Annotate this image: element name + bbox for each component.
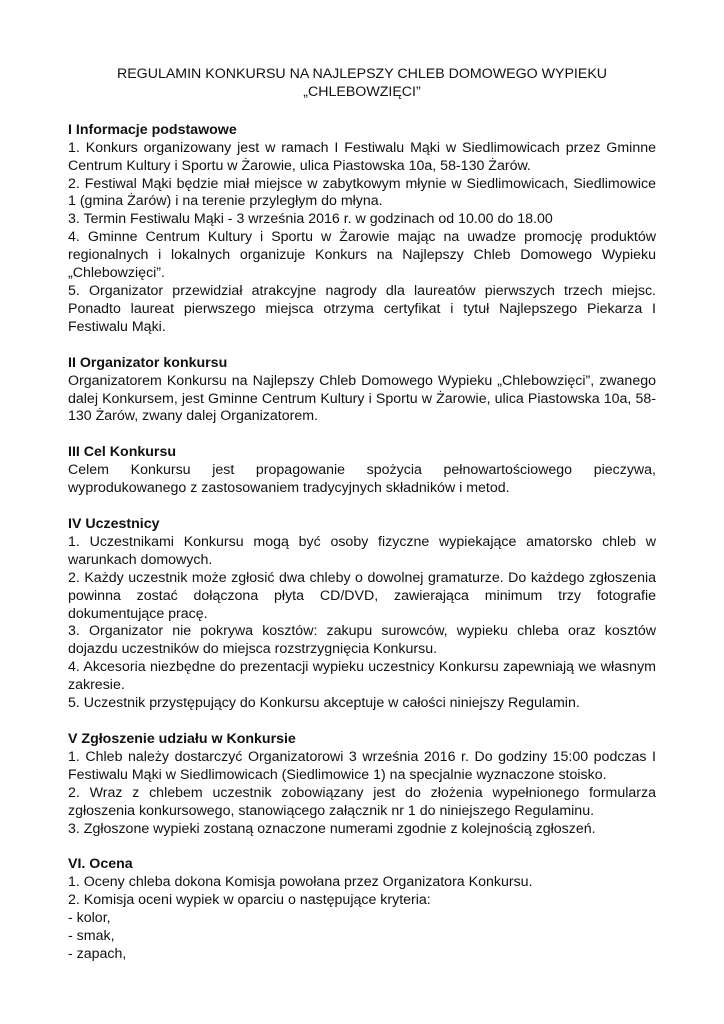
paragraph: Organizatorem Konkursu na Najlepszy Chleb Domowego Wypieku „Chlebowzięci”, zwanego dalej Konkursem, jest Gminne Centrum Kultury i Sportu w Żarowie, ulica Piastowska 10a, 58-130 Żarów, zwany dalej Organizatorem. (68, 372, 656, 425)
paragraph: 2. Festiwal Mąki będzie miał miejsce w zabytkowym młynie w Siedlimowicach, Siedlimowice 1 (gmina Żarów) i na terenie przyległym do młyna. (68, 175, 656, 210)
paragraph: 4. Gminne Centrum Kultury i Sportu w Żarowie mając na uwadze promocję produktów regionalnych i lokalnych organizuje Konkurs na Najlepszy Chleb Domowego Wypieku „Chlebowzięci”. (68, 229, 656, 282)
paragraph: 1. Chleb należy dostarczyć Organizatorowi 3 września 2016 r. Do godziny 15:00 podczas I Festiwalu Mąki w Siedlimowicach (Siedlimowice 1) na specjalnie wyznaczone stoisko. (68, 748, 656, 783)
paragraph: 3. Termin Festiwalu Mąki - 3 września 2016 r. w godzinach od 10.00 do 18.00 (68, 211, 553, 228)
paragraph: 2. Każdy uczestnik może zgłosić dwa chleby o dowolnej gramaturze. Do każdego zgłoszenia powinna zostać dołączona płyta CD/DVD, zawierająca minimum trzy fotografie dokumentujące pracę. (68, 569, 656, 622)
section-organizator-konkursu (68, 355, 656, 427)
section-heading: II Organizator konkursu (68, 354, 228, 371)
paragraph: 1. Konkurs organizowany jest w ramach I Festiwalu Mąki w Siedlimowicach przez Gminne Centrum Kultury i Sportu w Żarowie, ulica Piastowska 10a, 58-130 Żarów. (68, 139, 656, 174)
paragraph: 5. Uczestnik przystępujący do Konkursu akceptuje w całości niniejszy Regulamin. (68, 695, 580, 712)
document-title (68, 66, 656, 102)
document-page (68, 66, 656, 964)
document-title-line-1: REGULAMIN KONKURSU NA NAJLEPSZY CHLEB DOMOWEGO WYPIEKU (116, 66, 608, 82)
section-heading: VI. Ocena (68, 856, 133, 873)
section-heading: III Cel Konkursu (68, 444, 176, 461)
criteria-item: - smak, (68, 928, 115, 945)
section-zgloszenie-udzialu (68, 731, 656, 838)
section-uczestnicy (68, 516, 656, 713)
paragraph: 2. Wraz z chlebem uczestnik zobowiązany jest do złożenia wypełnionego formularza zgłoszenia konkursowego, stanowiącego załącznik nr 1 do niniejszego Regulaminu. (68, 784, 656, 819)
paragraph: 1. Uczestnikami Konkursu mogą być osoby fizyczne wypiekające amatorsko chleb w warunkach domowych. (68, 533, 656, 568)
section-heading: IV Uczestnicy (68, 516, 160, 533)
criteria-item: - zapach, (68, 945, 127, 962)
section-cel-konkursu (68, 444, 656, 498)
criteria-item: - kolor, (68, 910, 111, 927)
paragraph: 5. Organizator przewidział atrakcyjne nagrody dla laureatów pierwszych trzech miejsc. Ponadto laureat pierwszego miejsca otrzyma certyfikat i tytuł Najlepszego Piekarza I Festiwalu Mąki. (68, 282, 656, 335)
section-ocena (68, 856, 656, 963)
paragraph: 2. Komisja oceni wypiek w oparciu o następujące kryteria: (68, 892, 431, 909)
section-heading: I Informacje podstawowe (68, 121, 237, 138)
paragraph: 3. Organizator nie pokrywa kosztów: zakupu surowców, wypieku chleba oraz kosztów dojazdu uczestników do miejsca rozstrzygnięcia Konkursu. (68, 623, 656, 658)
paragraph: Celem Konkursu jest propagowanie spożycia pełnowartościowego pieczywa, wyprodukowanego z zastosowaniem tradycyjnych składników i metod. (68, 462, 656, 497)
section-informacje-podstawowe (68, 122, 656, 337)
paragraph: 4. Akcesoria niezbędne do prezentacji wypieku uczestnicy Konkursu zapewniają we własnym zakresie. (68, 659, 656, 694)
paragraph: 3. Zgłoszone wypieki zostaną oznaczone numerami zgodnie z kolejnością zgłoszeń. (68, 820, 596, 837)
section-heading: V Zgłoszenie udziału w Konkursie (68, 731, 296, 747)
document-title-line-2: „CHLEBOWZIĘCI” (303, 83, 421, 100)
paragraph: 1. Oceny chleba dokona Komisja powołana przez Organizatora Konkursu. (68, 874, 533, 891)
